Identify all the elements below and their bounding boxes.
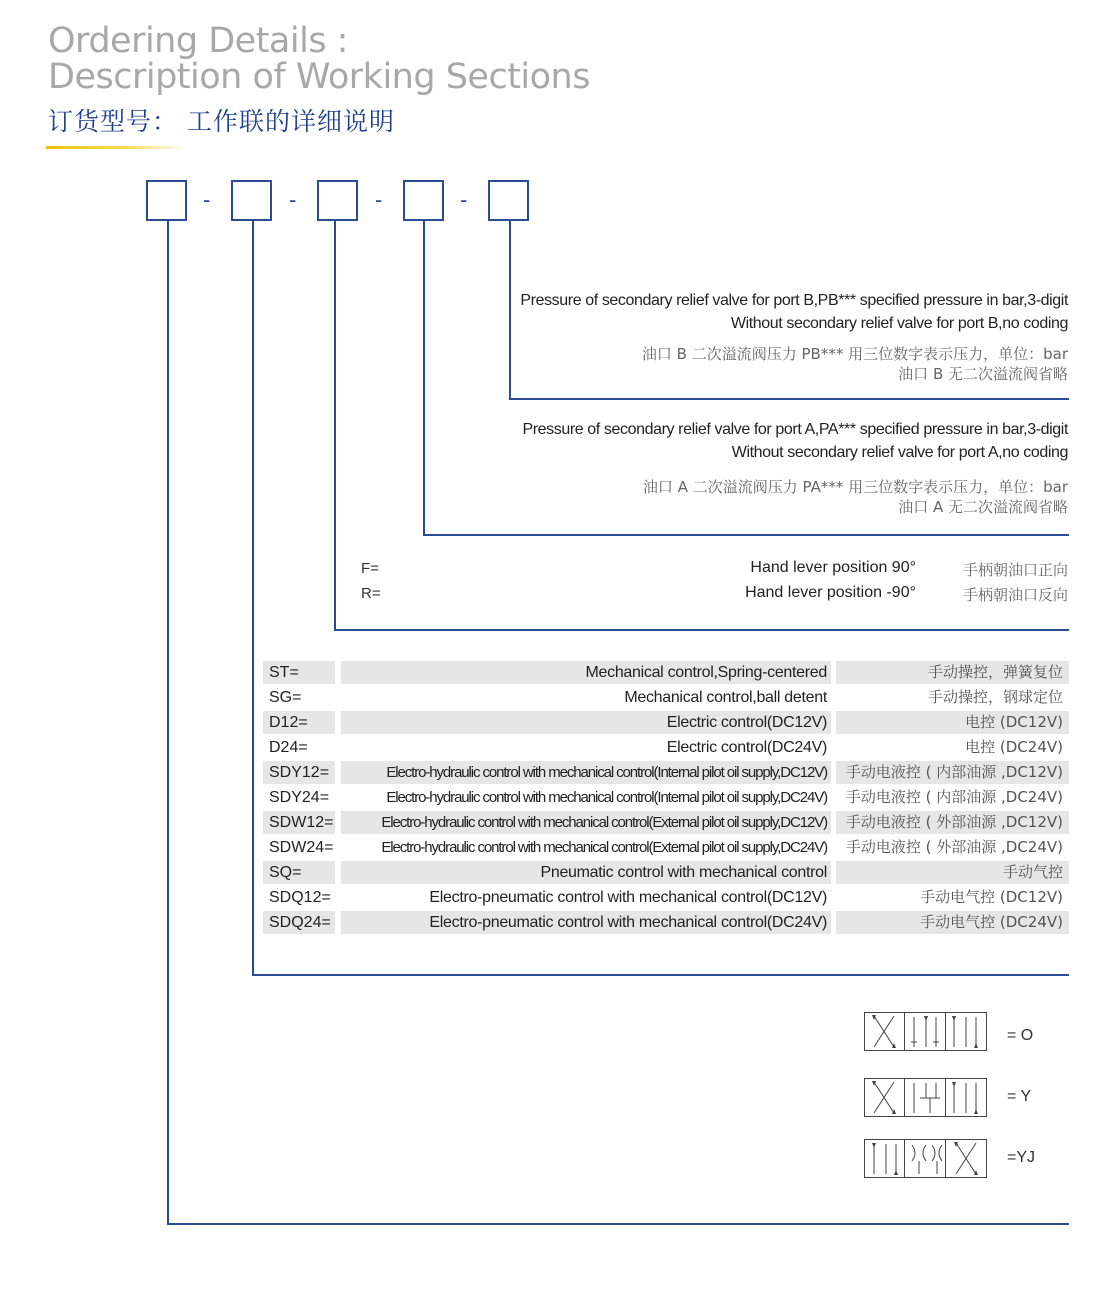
control-cn: 手动电液控 ( 内部油源 ,DC24V) — [845, 788, 1063, 806]
port-b-cn-line1: 油口 B 二次溢流阀压力 PB*** 用三位数字表示压力，单位：bar — [641, 345, 1068, 363]
control-en: Mechanical control,ball detent — [624, 689, 827, 706]
code-box-spool — [146, 180, 187, 221]
control-en: Electro-hydraulic control with mechanical control(Internal pilot oil supply,DC24V) — [386, 789, 827, 806]
connector-port-b-vertical — [509, 219, 511, 400]
table-row — [263, 861, 1069, 884]
control-cn: 手动电液控 ( 内部油源 ,DC12V) — [836, 761, 1069, 784]
code-dash: - — [289, 187, 297, 212]
control-cn: 手动操控，钢球定位 — [927, 688, 1063, 706]
connector-port-a-horizontal — [423, 534, 1069, 536]
spool-label-y: = Y — [1007, 1088, 1032, 1105]
connector-port-b-horizontal — [509, 398, 1069, 400]
control-en: Electro-pneumatic control with mechanical control(DC12V) — [429, 889, 827, 906]
control-en: Electric control(DC12V) — [341, 711, 831, 734]
control-cn: 电控 (DC24V) — [965, 738, 1063, 756]
control-en: Electro-hydraulic control with mechanical control(Internal pilot oil supply,DC12V) — [341, 761, 831, 784]
control-code: SDW12= — [263, 811, 335, 834]
connector-spool-vertical — [167, 219, 169, 1225]
table-row — [263, 736, 1069, 759]
control-en: Electric control(DC24V) — [666, 739, 827, 756]
port-b-en-line2: Without secondary relief valve for port B,no coding — [730, 315, 1068, 332]
control-code: ST= — [263, 661, 335, 684]
port-a-en-line1: Pressure of secondary relief valve for port A,PA*** specified pressure in bar,3-digit — [522, 421, 1068, 438]
control-cn: 手动气控 — [836, 861, 1069, 884]
code-box-hand-lever — [317, 180, 358, 221]
control-code: SG= — [269, 689, 302, 706]
control-en: Mechanical control,Spring-centered — [341, 661, 831, 684]
table-row — [263, 761, 1069, 784]
connector-hand-horizontal — [334, 629, 1069, 631]
port-a-cn-line1: 油口 A 二次溢流阀压力 PA*** 用三位数字表示压力，单位：bar — [642, 478, 1068, 496]
connector-spool-horizontal — [167, 1223, 1069, 1225]
control-cn: 手动电气控 (DC12V) — [920, 888, 1063, 906]
title-cn: 订货型号： 工作联的详细说明 — [48, 107, 395, 136]
code-dash: - — [375, 187, 383, 212]
table-row — [263, 911, 1069, 934]
code-dash: - — [203, 187, 211, 212]
spool-symbol-y — [864, 1078, 988, 1118]
control-code: SDQ12= — [269, 889, 331, 906]
control-code: D12= — [263, 711, 335, 734]
control-cn: 手动电气控 (DC24V) — [836, 911, 1069, 934]
title-en-line2: Description of Working Sections — [48, 57, 590, 97]
control-en: Pneumatic control with mechanical control — [341, 861, 831, 884]
control-code: SDW24= — [269, 839, 334, 856]
connector-control-vertical — [252, 219, 254, 976]
control-en: Electro-hydraulic control with mechanical control(External pilot oil supply,DC24V) — [381, 839, 827, 856]
control-cn: 手动电液控 ( 外部油源 ,DC12V) — [836, 811, 1069, 834]
code-dash: - — [460, 187, 468, 212]
port-b-en-line1: Pressure of secondary relief valve for port B,PB*** specified pressure in bar,3-digit — [520, 292, 1068, 309]
port-b-cn-line2: 油口 B 无二次溢流阀省略 — [898, 365, 1068, 383]
connector-control-horizontal — [252, 974, 1069, 976]
connector-hand-vertical — [334, 219, 336, 631]
table-row — [263, 661, 1069, 684]
table-row — [263, 686, 1069, 709]
control-code: SDQ24= — [263, 911, 335, 934]
code-box-port-a — [403, 180, 444, 221]
table-row — [263, 811, 1069, 834]
table-row — [263, 886, 1069, 909]
control-code: D24= — [269, 739, 308, 756]
control-code: SQ= — [263, 861, 335, 884]
spool-symbol-o — [864, 1012, 988, 1052]
hand-lever-en-f: Hand lever position 90° — [750, 559, 916, 576]
hand-lever-cn-r: 手柄朝油口反向 — [962, 586, 1068, 604]
spool-symbol-yj — [864, 1139, 988, 1179]
code-box-port-b — [488, 180, 529, 221]
port-a-cn-line2: 油口 A 无二次溢流阀省略 — [898, 498, 1068, 516]
table-row — [263, 711, 1069, 734]
hand-lever-cn-f: 手柄朝油口正向 — [962, 561, 1068, 579]
hand-lever-code-r: R= — [361, 585, 381, 602]
connector-port-a-vertical — [423, 219, 425, 536]
control-en: Electro-hydraulic control with mechanical control(External pilot oil supply,DC12V) — [341, 811, 831, 834]
control-cn: 手动操控，弹簧复位 — [836, 661, 1069, 684]
code-box-control — [231, 180, 272, 221]
table-row — [263, 786, 1069, 809]
title-underline — [46, 146, 186, 149]
spool-label-yj: =YJ — [1007, 1149, 1036, 1166]
control-code: SDY24= — [269, 789, 330, 806]
table-row — [263, 836, 1069, 859]
control-en: Electro-pneumatic control with mechanical control(DC24V) — [341, 911, 831, 934]
title-en-line1: Ordering Details : — [48, 21, 348, 61]
hand-lever-en-r: Hand lever position -90° — [745, 584, 916, 601]
control-cn: 手动电液控 ( 外部油源 ,DC24V) — [845, 838, 1063, 856]
spool-label-o: = O — [1007, 1027, 1034, 1044]
hand-lever-code-f: F= — [361, 560, 379, 577]
control-cn: 电控 (DC12V) — [836, 711, 1069, 734]
port-a-en-line2: Without secondary relief valve for port A,no coding — [731, 444, 1068, 461]
control-code: SDY12= — [263, 761, 335, 784]
